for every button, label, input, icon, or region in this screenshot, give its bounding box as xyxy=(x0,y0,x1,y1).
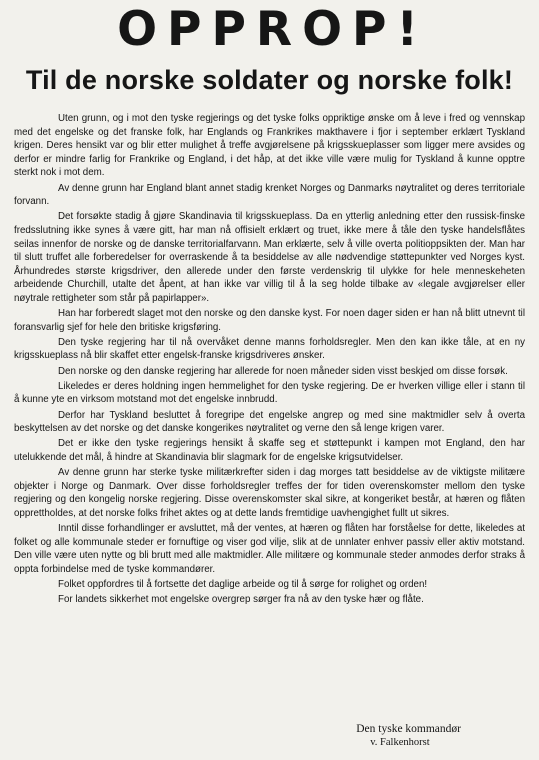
proclamation-body xyxy=(14,112,525,607)
signature-block xyxy=(356,722,461,749)
paragraph-2: Av denne grunn har England blant annet stadig krenket Norges og Danmarks nøytralitet og deres territoriale forvann. xyxy=(14,182,525,208)
paragraph-12: Folket oppfordres til å fortsette det daglige arbeide og til å sørge for rolighet og orden! xyxy=(58,579,428,591)
paragraph-11: Inntil disse forhandlinger er avsluttet, må der ventes, at hæren og flåten har forståelse for dette, likeledes at folket og alle kommunale steder er fornuftige og viser god vilje, slik at de unnlater enhver passiv eller aktiv motstand. Den ville være uten nytte og bli brutt med alle maktmidler. Alle militære og kommunale steder anmodes derfor straks å oppta forbindelse med de tyske kommandører. xyxy=(14,523,525,575)
paragraph-13: For landets sikkerhet mot engelske overgrep sørger fra nå av den tyske hær og flåte. xyxy=(58,594,424,606)
signature-title: Den tyske kommandør xyxy=(356,723,461,735)
paragraph-1: Uten grunn, og i mot den tyske regjerings og det tyske folks oppriktige ønske om å leve i fred og vennskap med det engelske og det franske folk, har Englands og Frankrikes makthavere i fjor i september erklært Tyskland krigen. Deres hensikt var og blir etter mulighet å treffe avgjørelsene på krigsskueplasser som ligger mere avsides og derfor er mindre farlig for Frankrike og England, i det håp, at det ikke ville være mulig for Tyskland å kunne opptre sterkt nok i mot dem. xyxy=(14,113,525,179)
paragraph-6: Den norske og den danske regjering har allerede for noen måneder siden visst beskjed om disse forsøk. xyxy=(58,365,508,377)
paragraph-9: Det er ikke den tyske regjerings hensikt å skaffe seg et støttepunkt i kampen mot England, den har utelukkende det mål, å hindre at Skandinavia blir slagmark for de engelske krigsutvidelser. xyxy=(14,438,525,463)
paragraph-7: Likeledes er deres holdning ingen hemmelighet for den tyske regjering. De er hverken villige eller i stann til å kunne yte en virksom motstand mot det engelske innbrudd. xyxy=(14,380,525,406)
paragraph-8: Derfor har Tyskland besluttet å foregripe det engelske angrep og med sine maktmidler selv å overta beskyttelsen av det norske og det danske kongerikes nøytralitet og verne den så lenge krigen varer. xyxy=(14,409,525,435)
poster-title: OPPROP! xyxy=(117,2,428,57)
paragraph-10: Av denne grunn har sterke tyske militærkrefter siden i dag morges tatt besiddelse av de viktigste militære objekter i Norge og Danmark. Over disse forholdsregler treffes der for tiden overenskomster mellom den tyske regjering og den kongelig norske regjering. Disse overenskomster skal sikre, at kongeriket består, at hæren og flåten opprettholdes, at det norske folks frihet aktes og at dette lands fremtidige uavhengighet fullt ut sikres. xyxy=(14,467,525,519)
paragraph-5: Den tyske regjering har til nå overvåket denne manns forholdsregler. Men den kan ikke tåle, at en ny krigsskueplass nå blir skaffet etter engelsk-franske krigsdriveres ønsker. xyxy=(14,336,525,362)
paragraph-3: Det forsøkte stadig å gjøre Skandinavia til krigsskueplass. Da en ytterlig anledning etter den russisk-finske fredsslutning ikke synes å være gitt, har man nå offisielt erklært og truet, ikke mere å tåle den tyske handelsflåtes seilas innenfor de norske og de danske territorialfarvann. Man erklærte, selv å ville overta politioppsikten der. Man har til slutt truffet alle forberedelser for overraskende å ta besiddelse av alle nødvendige støttepunkter ved Norges kyst. Århundredes største krigsdriver, den allerede under den første verdenskrig til ulykke for hele menneskeheten arbeidende Churchill, utalte det åpent, at han ikke var villig til å la seg holde tilbake av «legale avgjørelser eller nøytrale rettigheter som står på papirlapper». xyxy=(14,211,525,304)
paragraph-4: Han har forberedt slaget mot den norske og den danske kyst. For noen dager siden er han nå blitt utnevnt til foransvarlig sjef for hele den britiske krigsføring. xyxy=(14,308,525,333)
poster-subtitle: Til de norske soldater og norske folk! xyxy=(25,65,514,95)
signature-name: v. Falkenhorst xyxy=(370,737,430,748)
